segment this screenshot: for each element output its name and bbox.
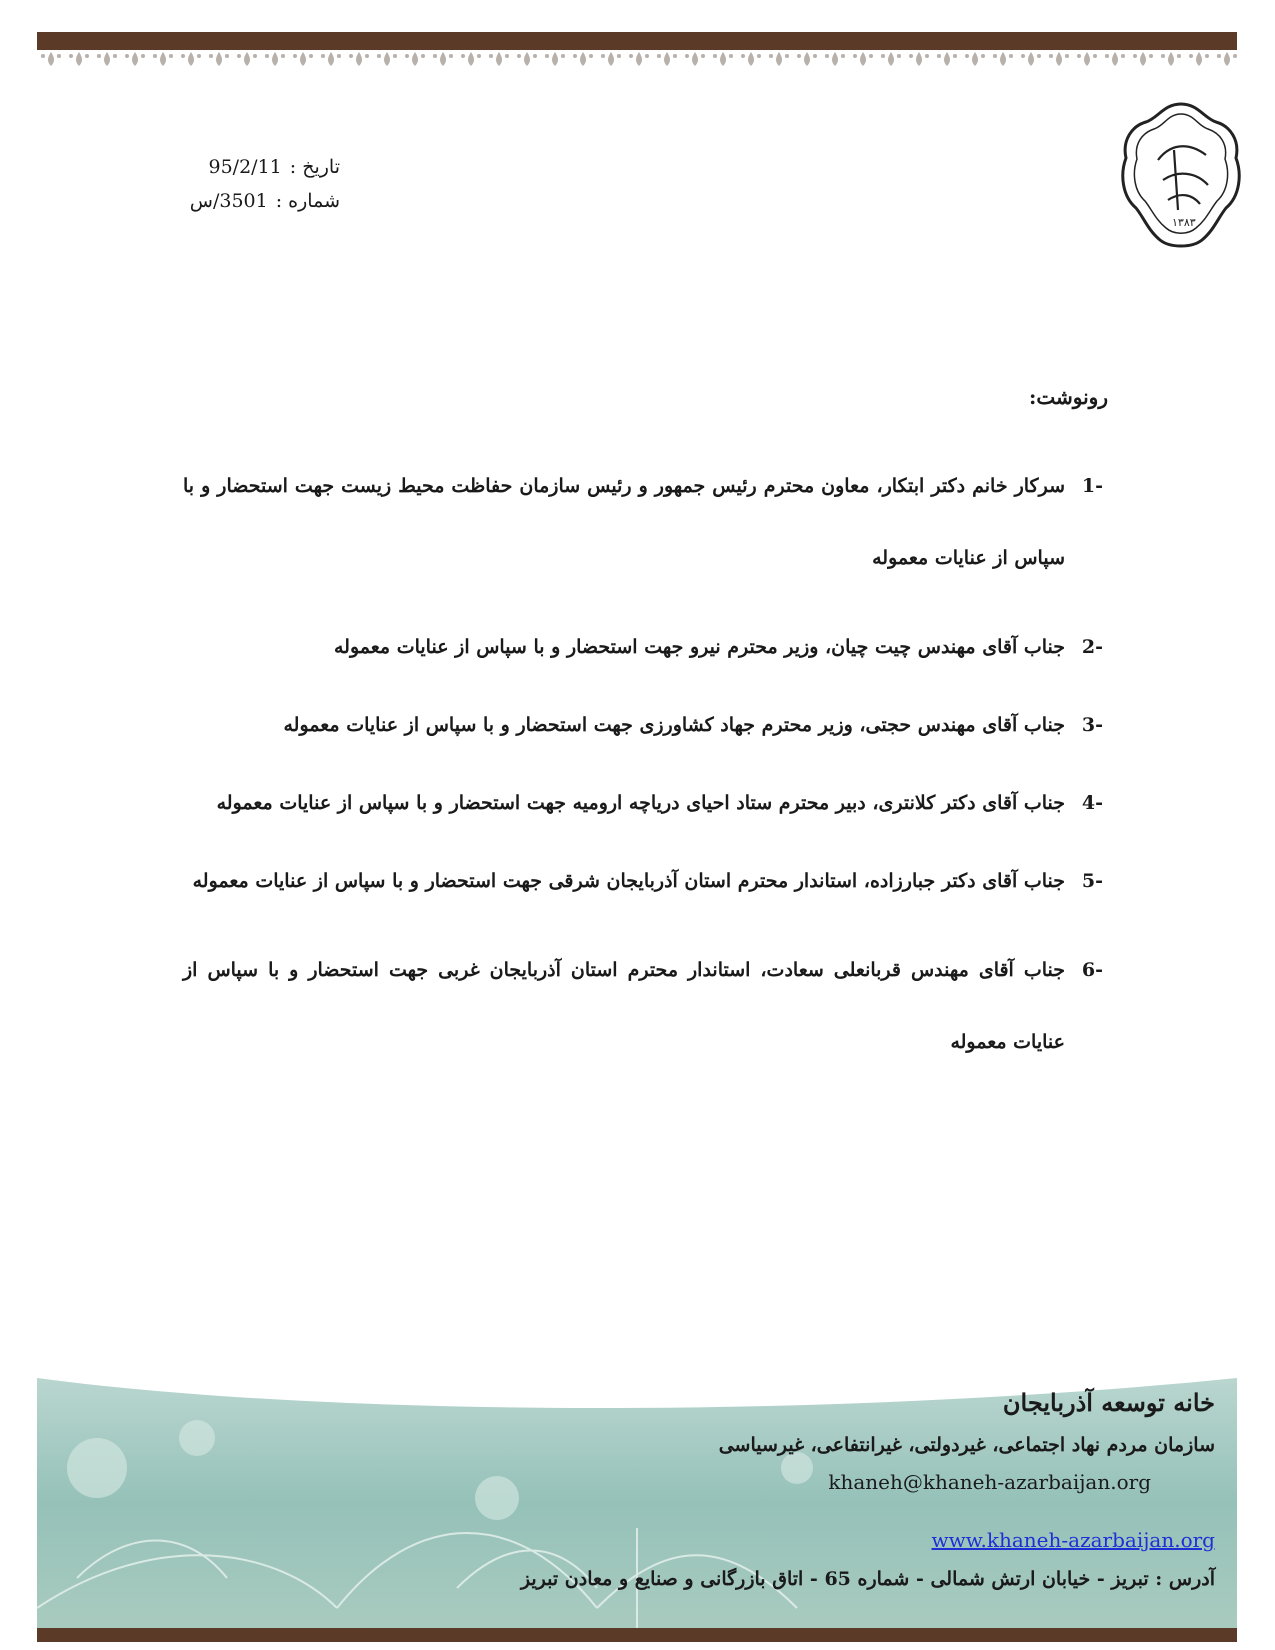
date-value: 95/2/11: [208, 156, 282, 178]
cc-item: [183, 934, 1103, 1078]
top-ornament-border: [37, 50, 1237, 68]
cc-item: [183, 622, 1103, 672]
website-link[interactable]: www.khaneh-azarbaijan.org: [931, 1528, 1215, 1552]
cc-heading: رونوشت:: [1029, 385, 1108, 409]
number-value: 3501/س: [189, 190, 268, 212]
organization-seal-logo-icon: [1118, 100, 1244, 252]
postal-address: آدرس : تبریز - خیابان ارتش شمالی - شماره 65 - اتاق بازرگانی و صنایع و معادن تبریز: [520, 1568, 1215, 1590]
cc-item: [183, 856, 1103, 906]
number-label: شماره :: [275, 190, 340, 212]
date-row: [190, 150, 340, 184]
letterhead-footer: [37, 1378, 1237, 1628]
cc-item-text: جناب آقای مهندس چیت چیان، وزیر محترم نیرو جهت استحضار و با سپاس از عنایات معموله: [333, 636, 1065, 658]
cc-item-text: جناب آقای مهندس قربانعلی سعادت، استاندار محترم استان آذربایجان غربی جهت استحضار و با سپاس از عنایات معموله: [183, 959, 1065, 1053]
cc-item-text: سرکار خانم دکتر ابتکار، معاون محترم رئیس جمهور و رئیس سازمان حفاظت محیط زیست جهت استحضار و با سپاس از عنایات معموله: [183, 475, 1065, 569]
cc-item-text: جناب آقای مهندس حجتی، وزیر محترم جهاد کشاورزی جهت استحضار و با سپاس از عنایات معموله: [283, 714, 1065, 736]
cc-item-text: جناب آقای دکتر کلانتری، دبیر محترم ستاد احیای دریاچه ارومیه جهت استحضار و با سپاس از عنایات معموله: [216, 792, 1065, 814]
cc-item: [183, 700, 1103, 750]
cc-item-number: -5: [1081, 870, 1103, 892]
bottom-decorative-band: [37, 1628, 1237, 1642]
cc-item-number: -3: [1081, 714, 1103, 736]
number-row: [190, 184, 340, 218]
cc-item-number: -2: [1081, 636, 1103, 658]
cc-item: [183, 450, 1103, 594]
cc-item-number: -6: [1081, 959, 1103, 981]
cc-recipient-list: [183, 450, 1103, 1106]
cc-item-number: -1: [1081, 475, 1103, 497]
organization-tagline: سازمان مردم نهاد اجتماعی، غیردولتی، غیرانتفاعی، غیرسیاسی: [718, 1434, 1215, 1456]
cc-item: [183, 778, 1103, 828]
top-decorative-band: [37, 32, 1237, 50]
svg-text:۱۳۸۳: ۱۳۸۳: [1172, 216, 1196, 229]
organization-name: خانه توسعه آذربایجان: [1002, 1388, 1215, 1417]
letter-meta: [190, 150, 340, 218]
cc-item-text: جناب آقای دکتر جبارزاده، استاندار محترم استان آذربایجان شرقی جهت استحضار و با سپاس از عنایات معموله: [192, 870, 1065, 892]
contact-email[interactable]: khaneh@khaneh-azarbaijan.org: [828, 1470, 1151, 1494]
cc-item-number: -4: [1081, 792, 1103, 814]
date-label: تاریخ :: [289, 156, 340, 178]
